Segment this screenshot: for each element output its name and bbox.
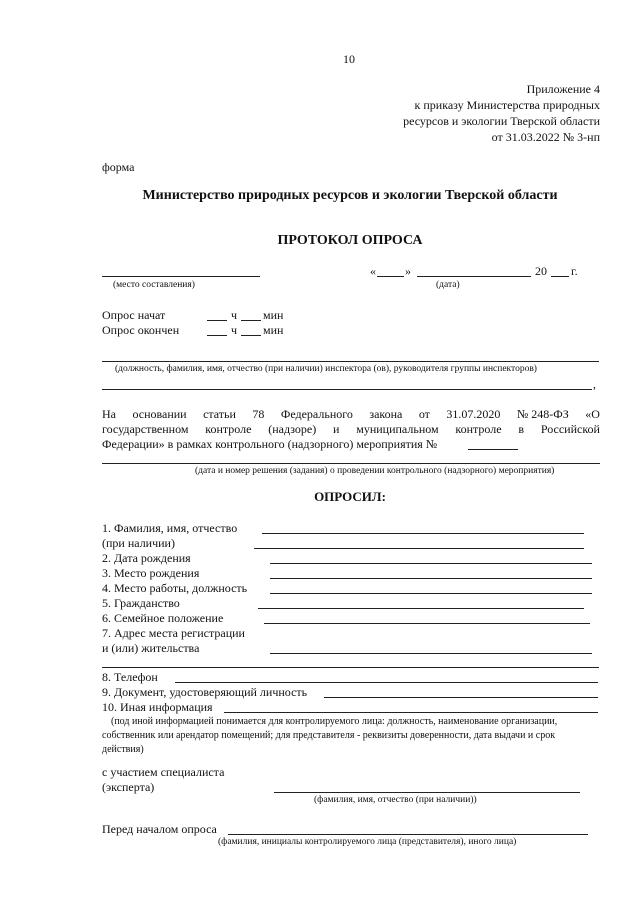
appendix-order: к приказу Министерства природных: [414, 98, 600, 112]
event-number-line[interactable]: [468, 449, 518, 450]
before-hint: (фамилия, инициалы контролируемого лица (представителя), иного лица): [218, 837, 517, 847]
specialist-label-2: (эксперта): [102, 780, 155, 794]
basis-word: в: [518, 422, 525, 436]
basis-word: контроле: [205, 422, 252, 436]
appendix-ministry: ресурсов и экологии Тверской области: [403, 114, 600, 128]
field-birth-place-line[interactable]: [270, 578, 592, 579]
before-label: Перед началом опроса: [102, 822, 217, 836]
basis-line-2: [102, 423, 600, 435]
basis-line-3: Федерации» в рамках контрольного (надзорного) мероприятия №: [102, 437, 438, 451]
field-id-document-label: 9. Документ, удостоверяющий личность: [102, 685, 308, 699]
ministry-title: Министерство природных ресурсов и экологии Тверской области: [142, 188, 558, 203]
start-hours-line[interactable]: [207, 320, 227, 321]
basis-word: контроле: [455, 422, 502, 436]
field-address-label-2: и (или) жительства: [102, 641, 200, 655]
field-citizenship-label: 5. Гражданство: [102, 596, 180, 610]
end-minutes-label: мин: [263, 323, 284, 337]
basis-word: № 248-ФЗ: [516, 407, 569, 421]
field-workplace-label: 4. Место работы, должность: [102, 581, 248, 595]
appendix-date: от 31.03.2022 № 3-нп: [491, 130, 600, 144]
place-hint: (место составления): [113, 280, 195, 290]
form-label: форма: [102, 160, 135, 174]
inspector-comma: ,: [593, 377, 596, 391]
inspector-hint: (должность, фамилия, имя, отчество (при наличии) инспектора (ов), руководителя группы инспекторов): [115, 364, 537, 374]
field-birth-date-label: 2. Дата рождения: [102, 551, 191, 565]
field-birth-place-label: 3. Место рождения: [102, 566, 200, 580]
decision-hint: (дата и номер решения (задания) о проведении контрольного (надзорного) мероприятия): [195, 466, 555, 476]
basis-word: 78: [252, 407, 265, 421]
field-workplace-line[interactable]: [270, 593, 592, 594]
other-info-note-3: действия): [102, 744, 144, 755]
date-quote-open: «: [370, 264, 376, 278]
field-id-document-line[interactable]: [324, 697, 598, 698]
basis-word: закона: [369, 407, 403, 421]
basis-word: статьи: [203, 407, 236, 421]
start-minutes-label: мин: [263, 308, 284, 322]
basis-word: государственном: [102, 422, 189, 436]
basis-word: «О: [585, 407, 600, 421]
end-hours-label: ч: [231, 323, 238, 337]
field-address-line-2[interactable]: [102, 667, 599, 668]
end-hours-line[interactable]: [207, 335, 227, 336]
other-info-note-1: (под иной информацией понимается для контролируемого лица: должность, наименование организации,: [111, 716, 558, 727]
specialist-label: с участием специалиста: [102, 765, 225, 779]
field-phone-line[interactable]: [175, 682, 598, 683]
basis-word: 31.07.2020: [446, 407, 501, 421]
date-month-line[interactable]: [417, 276, 531, 277]
field-full-name-label: 1. Фамилия, имя, отчество: [102, 521, 238, 535]
basis-line-1: [102, 408, 600, 420]
page-number: 10: [343, 52, 355, 66]
basis-word: и: [333, 422, 340, 436]
start-label: Опрос начат: [102, 308, 166, 322]
date-quote-close: »: [405, 264, 411, 278]
field-address-line[interactable]: [270, 653, 592, 654]
document-title: ПРОТОКОЛ ОПРОСА: [277, 233, 423, 248]
end-minutes-line[interactable]: [241, 335, 261, 336]
specialist-line[interactable]: [274, 792, 580, 793]
field-address-label: 7. Адрес места регистрации: [102, 626, 245, 640]
inspector-line[interactable]: [102, 361, 599, 362]
field-full-name-line-2[interactable]: [254, 548, 584, 549]
field-phone-label: 8. Телефон: [102, 670, 158, 684]
date-hint: (дата): [436, 280, 460, 290]
field-other-info-line[interactable]: [224, 712, 598, 713]
before-line[interactable]: [228, 834, 588, 835]
date-year-suffix: г.: [571, 264, 578, 278]
field-marital-status-line[interactable]: [264, 623, 590, 624]
basis-word: муниципальном: [356, 422, 439, 436]
basis-word: (надзоре): [268, 422, 317, 436]
field-marital-status-label: 6. Семейное положение: [102, 611, 224, 625]
field-full-name-label-2: (при наличии): [102, 536, 175, 550]
inspector-line-2[interactable]: [102, 389, 592, 390]
start-hours-label: ч: [231, 308, 238, 322]
basis-word: основании: [132, 407, 187, 421]
appendix-label: Приложение 4: [526, 82, 600, 96]
date-year-prefix: 20: [535, 264, 547, 278]
date-year-line[interactable]: [551, 276, 569, 277]
field-birth-date-line[interactable]: [270, 563, 592, 564]
field-citizenship-line[interactable]: [258, 608, 584, 609]
place-line[interactable]: [102, 276, 260, 277]
questioned-title: ОПРОСИЛ:: [314, 489, 386, 504]
other-info-note-2: собственник или арендатор помещений; для представителя - реквизиты доверенности, дата выдачи и срок: [102, 730, 556, 741]
end-label: Опрос окончен: [102, 323, 180, 337]
field-full-name-line[interactable]: [262, 533, 584, 534]
field-other-info-label: 10. Иная информация: [102, 700, 213, 714]
specialist-hint: (фамилия, имя, отчество (при наличии)): [314, 795, 477, 805]
basis-word: Федерального: [280, 407, 353, 421]
date-day-line[interactable]: [377, 276, 404, 277]
basis-word: Российской: [540, 422, 600, 436]
decision-line[interactable]: [102, 463, 600, 464]
basis-word: На: [102, 407, 116, 421]
basis-word: от: [418, 407, 430, 421]
start-minutes-line[interactable]: [241, 320, 261, 321]
